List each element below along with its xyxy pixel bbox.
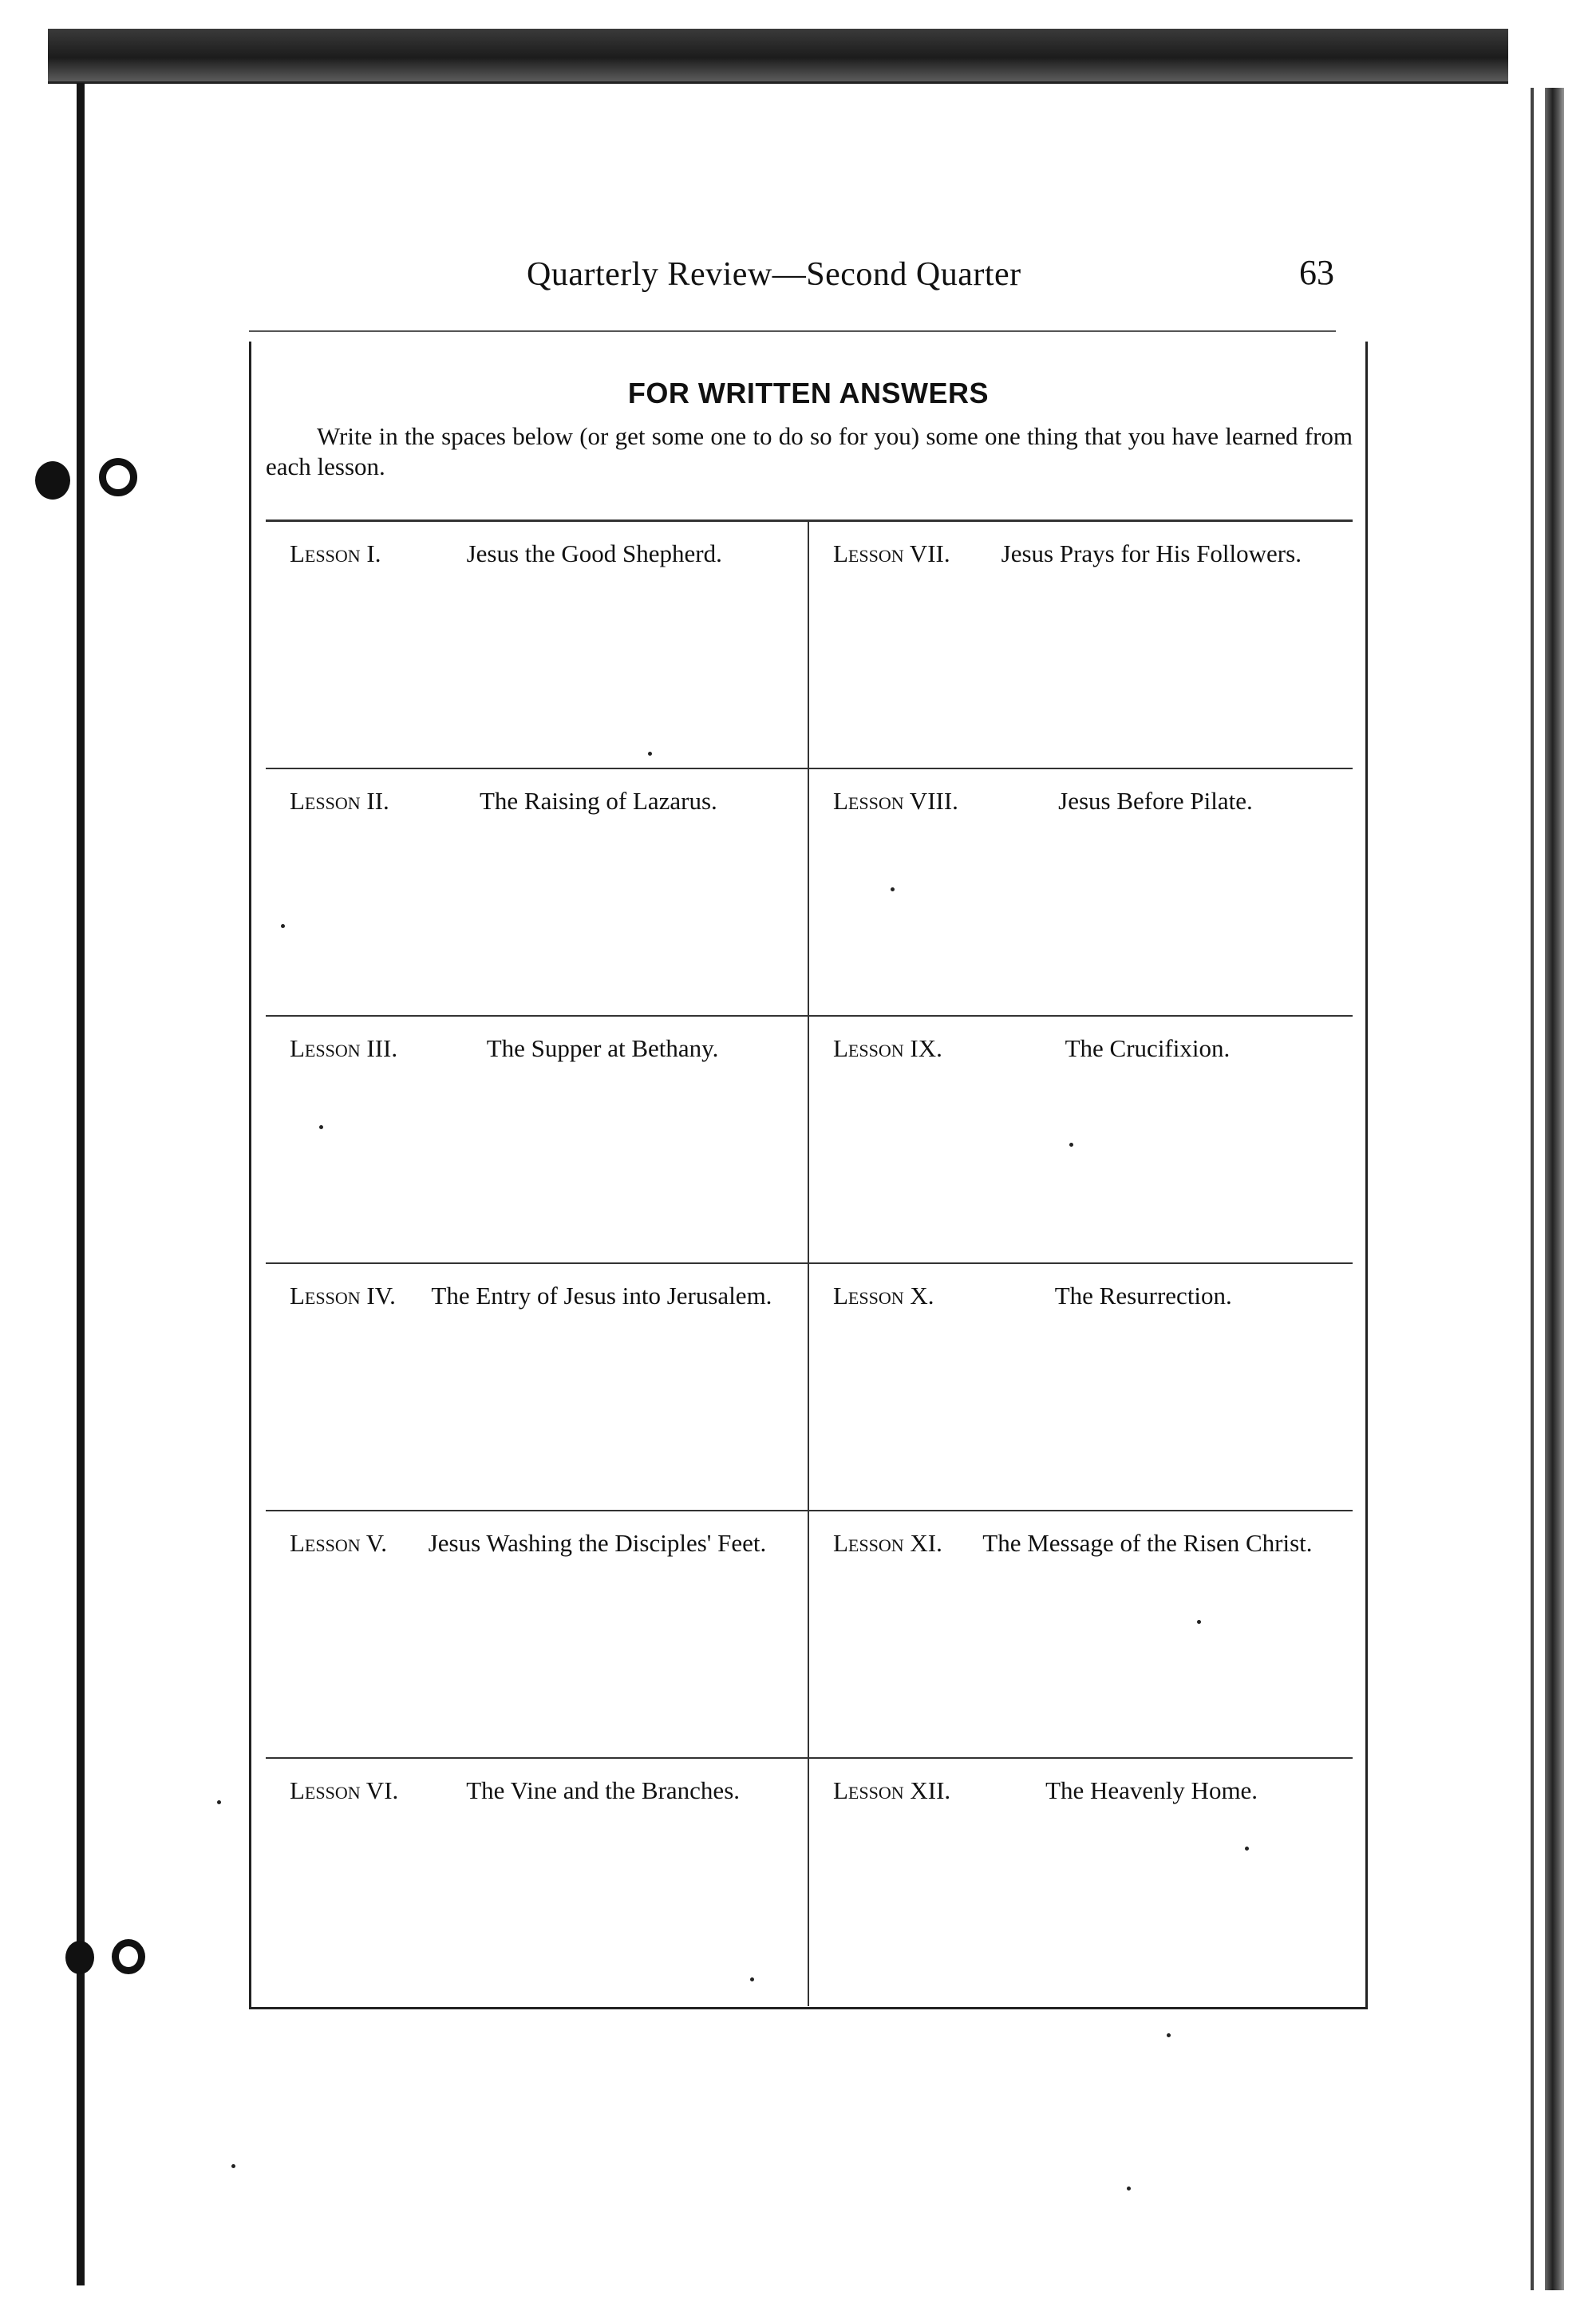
lesson-number: Lesson IX. (833, 1034, 942, 1062)
lesson-heading (833, 1282, 1332, 1310)
scan-speck (1197, 1620, 1201, 1624)
worksheet-title: FOR WRITTEN ANSWERS (627, 377, 990, 409)
answer-box-lesson-10[interactable] (809, 1264, 1353, 1511)
lesson-heading (833, 1776, 1332, 1805)
binder-hole (35, 461, 70, 500)
lesson-heading (290, 1282, 787, 1310)
lesson-heading (290, 1034, 787, 1063)
lesson-title: The Message of the Risen Christ. (982, 1529, 1313, 1557)
lesson-heading (290, 1776, 787, 1805)
lesson-number: Lesson II. (290, 787, 389, 815)
lesson-heading (290, 787, 787, 816)
answer-box-lesson-7[interactable] (809, 522, 1353, 769)
lesson-number: Lesson I. (290, 539, 381, 567)
lesson-heading (290, 1529, 787, 1558)
lesson-title: Jesus Before Pilate. (1058, 787, 1253, 815)
lesson-title: Jesus Prays for His Followers. (1001, 539, 1302, 567)
scan-speck (217, 1800, 221, 1804)
lesson-number: Lesson VI. (290, 1776, 399, 1804)
lesson-heading (833, 1034, 1332, 1063)
scan-speck (750, 1977, 754, 1981)
lesson-number: Lesson III. (290, 1034, 398, 1062)
answer-box-lesson-6[interactable] (266, 1759, 809, 2006)
lesson-title: Jesus Washing the Disciples' Feet. (428, 1529, 767, 1557)
lesson-number: Lesson VII. (833, 539, 950, 567)
lesson-number: Lesson XI. (833, 1529, 942, 1557)
answer-box-lesson-4[interactable] (266, 1264, 809, 1511)
lesson-title: The Raising of Lazarus. (479, 787, 717, 815)
lesson-heading (833, 1529, 1332, 1558)
scan-right-edge (1545, 88, 1564, 2290)
lesson-heading (290, 539, 787, 568)
answer-box-lesson-3[interactable] (266, 1017, 809, 1264)
binder-hole-ring (99, 458, 137, 496)
lesson-title: The Crucifixion. (1065, 1034, 1231, 1062)
answer-box-lesson-5[interactable] (266, 1511, 809, 1759)
running-head: Quarterly Review—Second Quarter (527, 256, 1021, 293)
scan-speck (1069, 1143, 1073, 1147)
scan-speck (1167, 2033, 1171, 2037)
lesson-heading (833, 787, 1332, 816)
answer-box-lesson-2[interactable] (266, 769, 809, 1017)
answer-box-lesson-11[interactable] (809, 1511, 1353, 1759)
scan-speck (281, 924, 285, 928)
scan-speck (231, 2164, 235, 2168)
lesson-number: Lesson IV. (290, 1282, 396, 1310)
binder-hole-ring (112, 1939, 145, 1974)
scan-speck (1127, 2187, 1131, 2191)
lesson-title: The Entry of Jesus into Jerusalem. (431, 1282, 772, 1310)
header-rule (249, 330, 1336, 332)
lesson-answer-grid (266, 522, 1353, 2006)
written-answers-worksheet (249, 342, 1368, 2009)
answer-box-lesson-9[interactable] (809, 1017, 1353, 1264)
lesson-title: The Vine and the Branches. (466, 1776, 741, 1804)
scan-speck (891, 887, 895, 891)
lesson-number: Lesson X. (833, 1282, 934, 1310)
lesson-title: The Supper at Bethany. (486, 1034, 719, 1062)
scan-speck (319, 1125, 323, 1129)
scan-speck (1245, 1847, 1249, 1851)
scan-top-edge (48, 29, 1508, 84)
lesson-heading (833, 539, 1332, 568)
lesson-number: Lesson XII. (833, 1776, 951, 1804)
lesson-title: Jesus the Good Shepherd. (466, 539, 722, 567)
answer-box-lesson-12[interactable] (809, 1759, 1353, 2006)
lesson-title: The Heavenly Home. (1045, 1776, 1258, 1804)
worksheet-instructions: Write in the spaces below (or get some one to do so for you) some one thing that you have learned from each lesson. (266, 422, 1353, 480)
binder-hole (65, 1941, 94, 1974)
answer-box-lesson-8[interactable] (809, 769, 1353, 1017)
lesson-number: Lesson V. (290, 1529, 387, 1557)
lesson-title: The Resurrection. (1054, 1282, 1232, 1310)
scan-right-edge-line (1531, 88, 1534, 2290)
lesson-number: Lesson VIII. (833, 787, 958, 815)
answer-box-lesson-1[interactable] (266, 522, 809, 769)
page-number: 63 (1299, 253, 1334, 292)
scan-speck (648, 752, 652, 756)
